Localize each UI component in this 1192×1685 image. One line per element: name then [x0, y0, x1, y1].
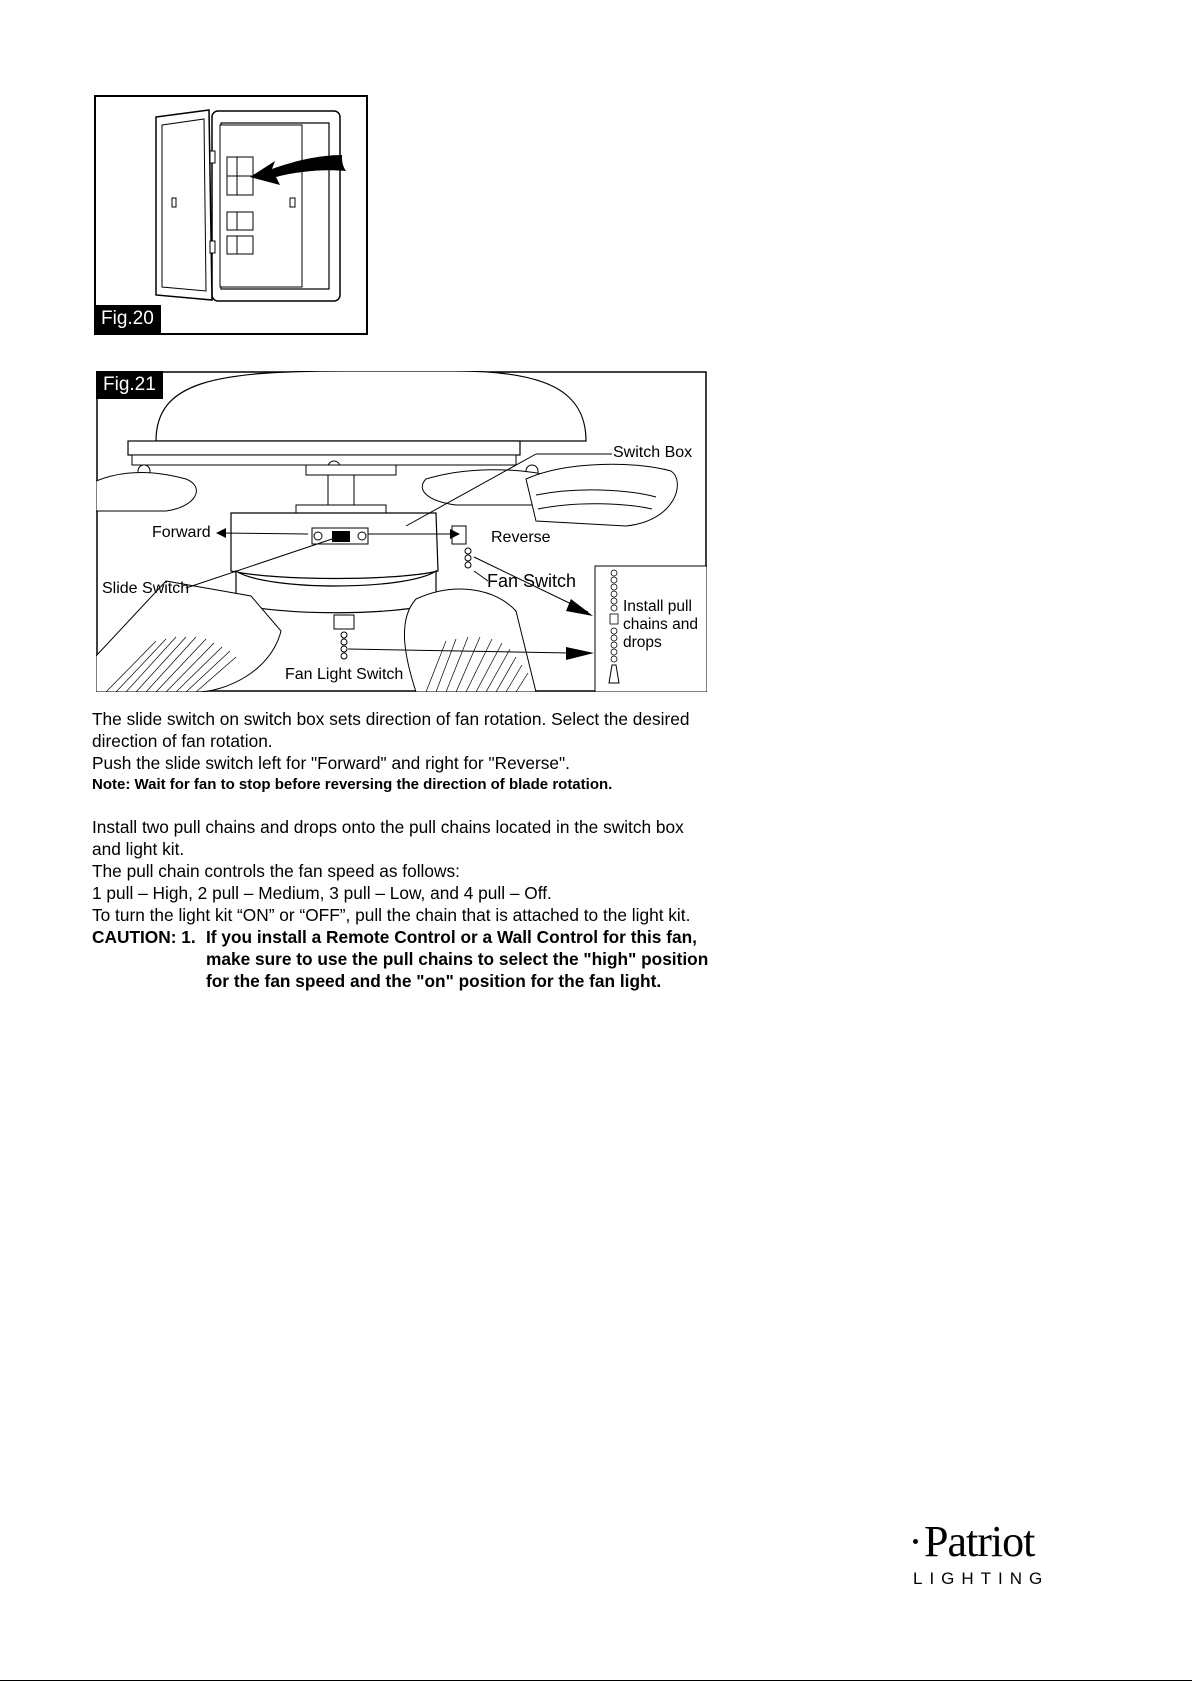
paragraph-slide-direction: Push the slide switch left for "Forward" and right for "Reverse". — [92, 753, 570, 773]
callout-install-pull: Install pull chains and drops — [623, 598, 698, 651]
paragraph-chain-controls: The pull chain controls the fan speed as follows: — [92, 861, 460, 881]
paragraph-install-chains: Install two pull chains and drops onto the pull chains located in the switch box and light kit. — [92, 817, 684, 859]
callout-fan-switch: Fan Switch — [487, 571, 577, 591]
paragraph-rotation-direction: The slide switch on switch box sets direction of fan rotation. Select the desired direction of fan rotation. — [92, 709, 690, 751]
figure-21 — [96, 371, 707, 692]
figure-20 — [94, 95, 368, 335]
logo-wordmark: Patriot — [924, 1517, 1035, 1566]
breaker-panel-illustration — [94, 95, 368, 335]
caution-text: If you install a Remote Control or a Wall Control for this fan, make sure to use the pull chains to select the "high" position for the fan speed and the "on" position for the fan light. — [206, 927, 709, 991]
paragraph-pull-speeds: 1 pull – High, 2 pull – Medium, 3 pull – Low, and 4 pull – Off. — [92, 883, 552, 903]
figure-21-label: Fig.21 — [96, 371, 163, 399]
callout-slide-switch: Slide Switch — [102, 580, 190, 597]
paragraph-light-kit: To turn the light kit “ON” or “OFF”, pull the chain that is attached to the light kit. — [92, 905, 691, 925]
figure-20-label: Fig.20 — [94, 305, 161, 333]
instructions-section-1 — [92, 708, 732, 796]
patriot-lighting-logo — [910, 1517, 1090, 1595]
callout-switch-box: Switch Box — [613, 444, 693, 461]
callout-forward: Forward — [152, 524, 211, 541]
instructions-section-2 — [92, 816, 732, 992]
logo-dot — [913, 1539, 918, 1544]
note-wait-for-fan: Note: Wait for fan to stop before reversing the direction of blade rotation. — [92, 776, 613, 793]
logo-subtitle: LIGHTING — [913, 1569, 1050, 1588]
caution-block — [92, 926, 732, 992]
callout-fan-light-switch: Fan Light Switch — [285, 666, 404, 683]
caution-label: CAUTION: 1. — [92, 927, 196, 947]
callout-reverse: Reverse — [491, 529, 551, 546]
footer-rule — [0, 1680, 1192, 1681]
